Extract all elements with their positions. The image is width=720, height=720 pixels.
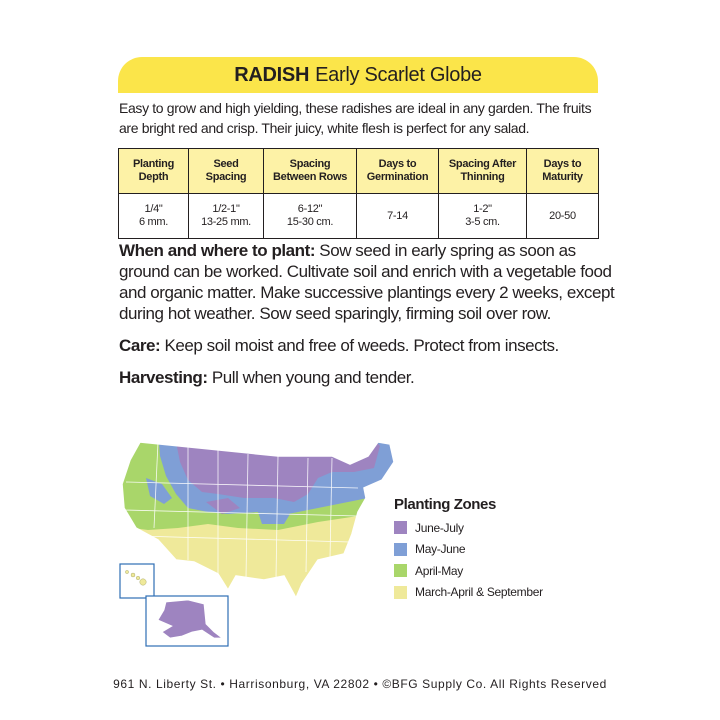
crop-name: RADISH	[234, 63, 310, 86]
table-row	[119, 194, 599, 239]
value-row-spacing: 6-12" 15-30 cm.	[264, 194, 357, 239]
legend-item-may-june	[394, 539, 594, 561]
legend-label: May-June	[415, 542, 466, 557]
value-maturity: 20-50	[527, 194, 599, 239]
value-planting-depth: 1/4" 6 mm.	[119, 194, 189, 239]
planting-zone-map	[118, 432, 408, 647]
title-bar	[118, 57, 598, 93]
us-zone-map-icon	[118, 432, 408, 647]
legend-label: June-July	[415, 520, 464, 535]
instructions	[119, 240, 615, 399]
footer-address: 961 N. Liberty St. • Harrisonburg, VA 22802 • ©BFG Supply Co. All Rights Reserved	[113, 677, 607, 691]
header-row-spacing: Spacing Between Rows	[264, 149, 357, 194]
planting-zones-legend	[394, 496, 594, 603]
planting-info-table	[118, 148, 599, 239]
legend-swatch	[394, 586, 407, 599]
header-germination: Days to Germination	[357, 149, 439, 194]
variety-name: Early Scarlet Globe	[315, 63, 482, 86]
legend-item-march-april-september	[394, 582, 594, 604]
header-thinning: Spacing After Thinning	[439, 149, 527, 194]
legend-swatch	[394, 521, 407, 534]
intro-text	[119, 98, 599, 138]
legend-label: March-April & September	[415, 585, 543, 600]
value-seed-spacing: 1/2-1" 13-25 mm.	[189, 194, 264, 239]
header-seed-spacing: Seed Spacing	[189, 149, 264, 194]
intro-line: are bright red and crisp. Their juicy, white flesh is perfect for any salad.	[119, 120, 530, 136]
header-maturity: Days to Maturity	[527, 149, 599, 194]
harvest-label: Harvesting:	[119, 368, 208, 387]
when-where-label: When and where to plant:	[119, 241, 316, 260]
header-planting-depth: Planting Depth	[119, 149, 189, 194]
legend-title: Planting Zones	[394, 496, 496, 513]
legend-item-june-july	[394, 517, 594, 539]
legend-swatch	[394, 564, 407, 577]
care-section: Care: Keep soil moist and free of weeds. Protect from insects.	[119, 336, 559, 355]
value-germination: 7-14	[357, 194, 439, 239]
harvest-section: Harvesting: Pull when young and tender.	[119, 368, 415, 387]
legend-swatch	[394, 543, 407, 556]
care-label: Care:	[119, 336, 161, 355]
legend-label: April-May	[415, 563, 463, 578]
legend-item-april-may	[394, 560, 594, 582]
value-thinning: 1-2" 3-5 cm.	[439, 194, 527, 239]
table-header-row	[119, 149, 599, 194]
intro-line: Easy to grow and high yielding, these radishes are ideal in any garden. The fruits	[119, 100, 592, 116]
when-where-section: When and where to plant: Sow seed in early spring as soon as ground can be worked. Cultivate soil and enrich with a vegetable food and organic matter. Make successive plantings every 2 weeks, except during hot weather. Sow seed sparingly, firming soil over row.	[119, 241, 615, 323]
